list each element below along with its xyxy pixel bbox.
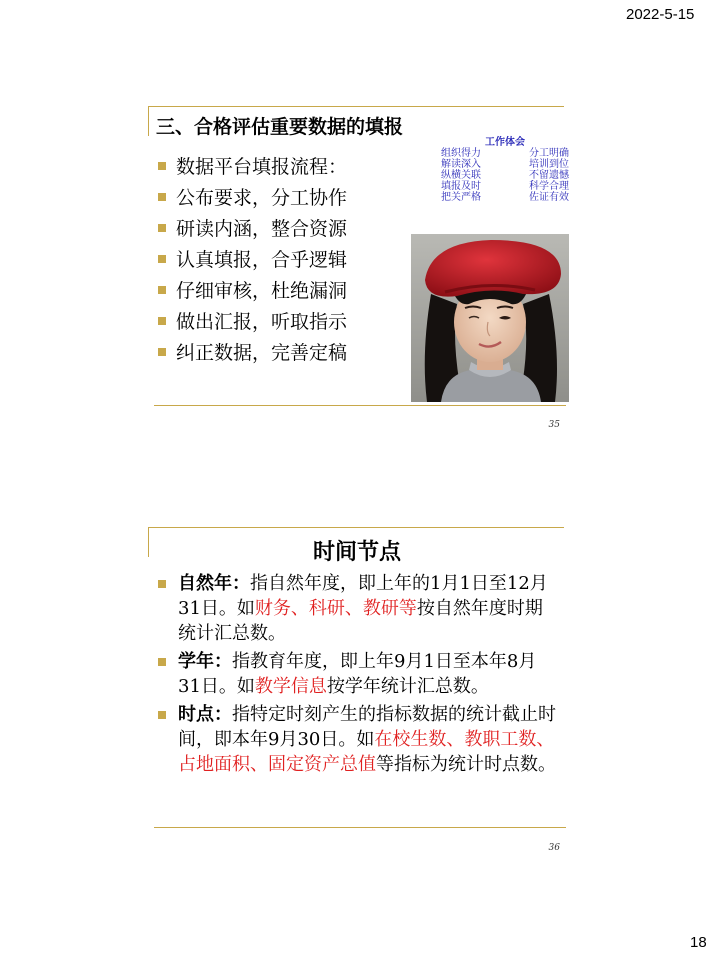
definition-text: 指特定时刻产生的指标数据的统计截止时间，即本年9月30日。如 [178,704,556,750]
slide-number: 35 [548,420,560,430]
bullet-list [158,150,347,367]
side-box-row: 组织得力 分工明确 [441,148,569,159]
square-bullet-icon [158,255,166,263]
square-bullet-icon [158,224,166,232]
page-number: 18 [690,934,707,951]
print-date: 2022-5-15 [626,6,695,23]
slide-36 [148,527,566,857]
list-item: 认真填报，合乎逻辑 [158,243,347,274]
square-bullet-icon [158,658,166,666]
definition-text: 指自然年度，即上年的1月1日至12月31日。如 [178,573,548,619]
list-item: 做出汇报，听取指示 [158,305,347,336]
square-bullet-icon [158,162,166,170]
side-box-title: 工作体会 [485,137,525,148]
definition-list [158,571,558,780]
square-bullet-icon [158,711,166,719]
slide-title: 三、合格评估重要数据的填报 [156,116,404,138]
slide-bottom-rule [154,405,566,406]
highlight-text: 财务、科研、教研等 [254,598,417,619]
definition-term: 自然年： [178,573,250,594]
slide-title: 时间节点 [312,540,401,565]
list-item: 纠正数据，完善定稿 [158,336,347,367]
work-experience-box [441,137,569,203]
slide-left-rule [148,106,149,136]
slide-number: 36 [548,843,560,853]
side-box-row: 填报及时 科学合理 [441,181,569,192]
definition-term: 学年： [178,651,232,672]
square-bullet-icon [158,580,166,588]
highlight-text: 在校生数、教职工数、占地面积、固定资产总值 [178,729,555,775]
slide-35 [148,106,569,436]
square-bullet-icon [158,317,166,325]
definition-text: 指教育年度，即上年9月1日至本年8月31日。如 [178,651,537,697]
side-box-row: 解读深入 培训到位 [441,159,569,170]
list-item [158,702,558,777]
side-box-row: 纵横关联 不留遗憾 [441,170,569,181]
slide-top-rule [148,527,564,528]
square-bullet-icon [158,348,166,356]
list-item: 研读内涵，整合资源 [158,212,347,243]
highlight-text: 教学信息 [254,676,327,697]
square-bullet-icon [158,193,166,201]
list-item: 数据平台填报流程： [158,150,347,181]
list-item: 仔细审核，杜绝漏洞 [158,274,347,305]
side-box-row: 把关严格 佐证有效 [441,192,569,203]
square-bullet-icon [158,286,166,294]
definition-text: 按自然年度时期统计汇总数。 [178,598,543,644]
slide-bottom-rule [154,827,566,828]
definition-text: 按学年统计汇总数。 [326,676,489,697]
portrait-photo [411,234,569,402]
definition-term: 时点： [178,704,232,725]
list-item [158,571,558,646]
list-item: 公布要求，分工协作 [158,181,347,212]
list-item [158,649,558,699]
slide-top-rule [148,106,564,107]
definition-text: 等指标为统计时点数。 [376,754,556,775]
